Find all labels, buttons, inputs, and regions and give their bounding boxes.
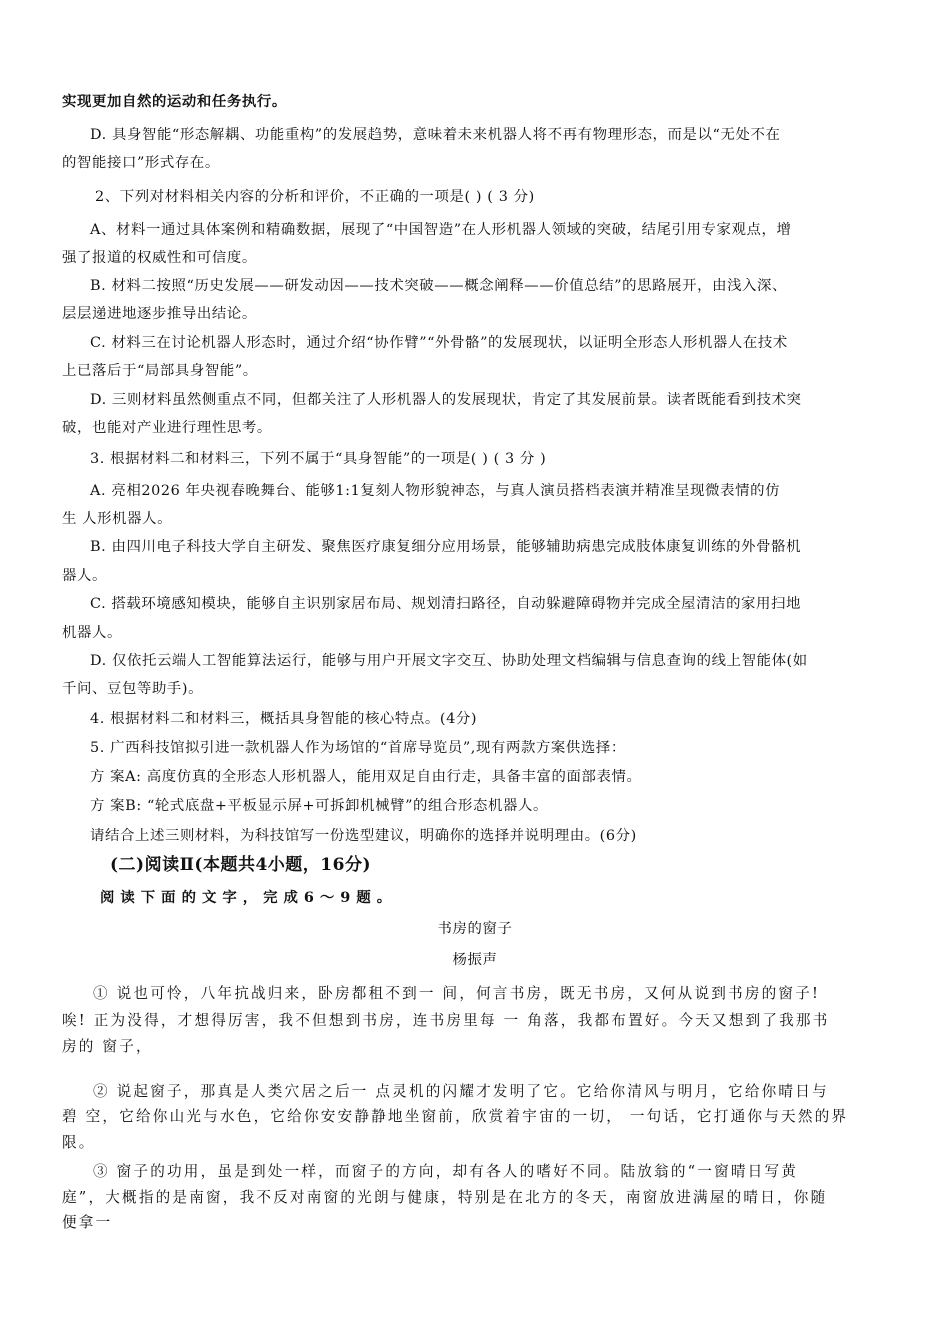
- text-line: 实现更加自然的运动和任务执行。: [62, 93, 287, 110]
- text-line: 破，也能对产业进行理性思考。: [62, 420, 272, 436]
- text-line: 上已落后于“局部具身智能”。: [62, 363, 258, 379]
- essay-paragraph-3: ③ 窗子的功用，虽是到处一样，而窗子的方向，却有各人的嗜好不同。陆放翁的“一窗晴日写黄: [93, 1163, 799, 1180]
- option-2d: D. 三则材料虽然侧重点不同，但都关注了人形机器人的发展现状，肯定了其发展前景。读者既能看到技术突: [90, 392, 802, 408]
- essay-paragraph-1: 房的 窗子，: [62, 1038, 153, 1055]
- text-line: 生 人形机器人。: [62, 511, 173, 527]
- essay-paragraph-2: ② 说起窗子，那真是人类穴居之后一 点灵机的闪耀才发明了它。它给你清风与明月，它给你晴日与: [93, 1083, 829, 1100]
- essay-paragraph-2: 限。: [62, 1134, 96, 1151]
- section-heading: (二)阅读Ⅱ(本题共4小题，16分): [110, 855, 371, 875]
- essay-paragraph-3: 庭”，大概指的是南窗，我不反对南窗的光朗与健康，特别是在北方的冬天，南窗放进满屋的晴日，你随: [62, 1189, 828, 1206]
- text-line: 层层递进地逐步推导出结论。: [62, 306, 257, 322]
- option-3c: C. 搭载环境感知模块，能够自主识别家居布局、规划清扫路径，自动躲避障碍物并完成全屋清洁的家用扫地: [90, 596, 802, 612]
- plan-b: 方 案B: “轮式底盘+平板显示屏+可拆卸机械臂”的组合形态机器人。: [90, 798, 548, 814]
- option-3a: A. 亮相2026 年央视春晚舞台、能够1:1复刻人物形貌神态，与真人演员搭档表演并精准呈现微表情的仿: [90, 483, 781, 499]
- question-5-prompt: 请结合上述三则材料，为科技馆写一份选型建议，明确你的选择并说明理由。(6分): [90, 828, 637, 844]
- option-3b: B. 由四川电子科技大学自主研发、聚焦医疗康复细分应用场景，能够辅助病患完成肢体康复训练的外骨骼机: [90, 539, 802, 555]
- option-2b: B. 材料二按照“历史发展——研发动因——技术突破——概念阐释——价值总结”的思路展开，由浅入深、: [90, 278, 788, 294]
- text-line: 器人。: [62, 568, 107, 584]
- question-3: 3. 根据材料二和材料三，下列不属于“具身智能”的一项是( ) ( 3 分 ): [90, 451, 547, 467]
- question-4: 4. 根据材料二和材料三，概括具身智能的核心特点。(4分): [90, 711, 478, 727]
- question-2: 2、下列对材料相关内容的分析和评价，不正确的一项是( ) ( 3 分): [95, 189, 535, 205]
- essay-paragraph-1: 唉! 正为没得，才想得厉害，我不但想到书房，连书房里每 一 角落，我都布置好。今天又想到了我那书: [62, 1012, 830, 1029]
- option-2a: A、材料一通过具体案例和精确数据，展现了“中国智造”在人形机器人领域的突破，结尾引用专家观点，增: [90, 222, 792, 238]
- plan-a: 方 案A: 高度仿真的全形态人形机器人，能用双足自由行走，具备丰富的面部表情。: [90, 769, 642, 785]
- text-line: 千问、豆包等助手)。: [62, 681, 204, 697]
- question-5: 5. 广西科技馆拟引进一款机器人作为场馆的“首席导览员”,现有两款方案供选择：: [90, 740, 626, 756]
- text-line: D. 具身智能“形态解耦、功能重构”的发展趋势，意味着未来机器人将不再有物理形态，而是以“无处不在: [90, 127, 781, 143]
- essay-author: 杨振声: [452, 952, 498, 968]
- option-2c: C. 材料三在讨论机器人形态时，通过介绍“协作臂”“外骨骼”的发展现状，以证明全形态人形机器人在技术: [90, 335, 788, 351]
- essay-paragraph-3: 便拿一: [62, 1214, 113, 1231]
- option-3d: D. 仅依托云端人工智能算法运行，能够与用户开展文字交互、协助处理文档编辑与信息查询的线上智能体(如: [90, 653, 808, 669]
- essay-paragraph-2: 碧 空，它给你山光与水色，它给你安安静静地坐窗前，欣赏着宇宙的一切， 一句话，它打通你与天然的界: [62, 1108, 849, 1125]
- reading-instruction: 阅读下面的文字，完成6～9题。: [100, 889, 398, 906]
- text-line: 的智能接口”形式存在。: [62, 155, 220, 171]
- text-line: 强了报道的权威性和可信度。: [62, 250, 257, 266]
- essay-title: 书房的窗子: [437, 921, 513, 937]
- text-line: 机器人。: [62, 625, 122, 641]
- essay-paragraph-1: ① 说也可怜，八年抗战归来，卧房都租不到一 间，何言书房，既无书房，又何从说到书房的窗子!: [93, 985, 821, 1002]
